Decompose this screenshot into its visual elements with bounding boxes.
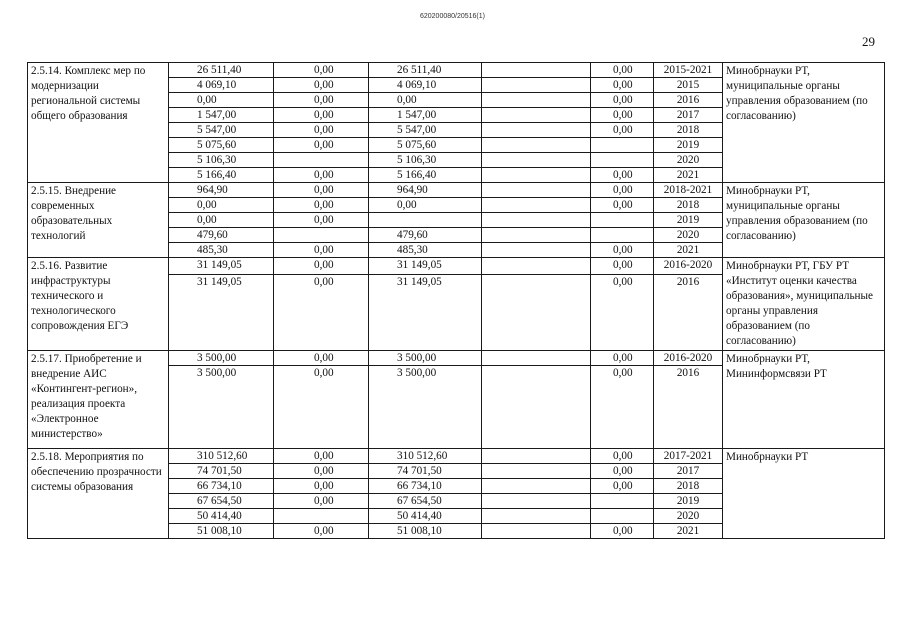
- amount-other: 0,00: [591, 108, 654, 123]
- amount-federal: [274, 228, 369, 243]
- table-row: [28, 63, 885, 78]
- amount-other: [591, 138, 654, 153]
- amount-total: 5 547,00: [169, 123, 274, 138]
- page-number: 29: [862, 34, 875, 49]
- amount-other: 0,00: [591, 183, 654, 198]
- amount-total: 479,60: [169, 228, 274, 243]
- amount-municipal: [482, 366, 591, 449]
- amount-federal: [274, 153, 369, 168]
- amount-other: [591, 228, 654, 243]
- amount-other: 0,00: [591, 93, 654, 108]
- amount-municipal: [482, 63, 591, 78]
- amount-total: 3 500,00: [169, 366, 274, 449]
- period-year: 2018: [654, 123, 723, 138]
- amount-federal: 0,00: [274, 213, 369, 228]
- amount-total: 310 512,60: [169, 449, 274, 464]
- document-id: 620200080/20516(1): [419, 13, 485, 20]
- amount-federal: 0,00: [274, 123, 369, 138]
- table-row: [28, 258, 885, 275]
- amount-regional: 26 511,40: [369, 63, 482, 78]
- amount-other: [591, 213, 654, 228]
- amount-regional: 3 500,00: [369, 351, 482, 366]
- period-year: 2015: [654, 78, 723, 93]
- amount-other: 0,00: [591, 275, 654, 351]
- amount-total: 67 654,50: [169, 494, 274, 509]
- amount-regional: 74 701,50: [369, 464, 482, 479]
- amount-municipal: [482, 494, 591, 509]
- amount-total: 5 075,60: [169, 138, 274, 153]
- amount-federal: 0,00: [274, 464, 369, 479]
- amount-regional: 310 512,60: [369, 449, 482, 464]
- amount-federal: 0,00: [274, 449, 369, 464]
- period-year: 2016: [654, 366, 723, 449]
- period-year: 2020: [654, 153, 723, 168]
- amount-federal: 0,00: [274, 138, 369, 153]
- activity-name: 2.5.18. Мероприятия по обеспечению прозрачности системы образования: [28, 449, 169, 539]
- amount-federal: 0,00: [274, 183, 369, 198]
- amount-regional: 964,90: [369, 183, 482, 198]
- executor: Минобрнауки РТ, Мининформсвязи РТ: [723, 351, 885, 449]
- table-row: [28, 351, 885, 366]
- amount-federal: 0,00: [274, 168, 369, 183]
- amount-other: 0,00: [591, 123, 654, 138]
- amount-municipal: [482, 243, 591, 258]
- amount-total: 51 008,10: [169, 524, 274, 539]
- amount-municipal: [482, 351, 591, 366]
- amount-regional: 31 149,05: [369, 275, 482, 351]
- period-year: 2019: [654, 213, 723, 228]
- amount-regional: [369, 213, 482, 228]
- amount-federal: [274, 509, 369, 524]
- amount-regional: 5 166,40: [369, 168, 482, 183]
- period-year: 2019: [654, 138, 723, 153]
- amount-regional: 31 149,05: [369, 258, 482, 275]
- amount-regional: 0,00: [369, 93, 482, 108]
- amount-other: 0,00: [591, 78, 654, 93]
- amount-other: 0,00: [591, 464, 654, 479]
- amount-other: 0,00: [591, 366, 654, 449]
- amount-federal: 0,00: [274, 63, 369, 78]
- period-year: 2017: [654, 464, 723, 479]
- amount-municipal: [482, 479, 591, 494]
- amount-municipal: [482, 213, 591, 228]
- amount-total: 66 734,10: [169, 479, 274, 494]
- amount-municipal: [482, 108, 591, 123]
- amount-total: 3 500,00: [169, 351, 274, 366]
- amount-regional: 485,30: [369, 243, 482, 258]
- amount-total: 0,00: [169, 213, 274, 228]
- amount-municipal: [482, 464, 591, 479]
- activity-name: 2.5.17. Приобретение и внедрение АИС «Контингент-регион», реализация проекта «Электронное министерство»: [28, 351, 169, 449]
- amount-other: 0,00: [591, 351, 654, 366]
- period-year: 2016-2020: [654, 258, 723, 275]
- table-row: [28, 449, 885, 464]
- amount-total: 31 149,05: [169, 258, 274, 275]
- amount-federal: 0,00: [274, 93, 369, 108]
- amount-total: 31 149,05: [169, 275, 274, 351]
- amount-total: 50 414,40: [169, 509, 274, 524]
- executor: Минобрнауки РТ, муниципальные органы управления образованием (по согласованию): [723, 63, 885, 183]
- period-year: 2019: [654, 494, 723, 509]
- period-year: 2017: [654, 108, 723, 123]
- amount-municipal: [482, 123, 591, 138]
- period-year: 2016: [654, 93, 723, 108]
- amount-total: 1 547,00: [169, 108, 274, 123]
- amount-total: 4 069,10: [169, 78, 274, 93]
- amount-total: 0,00: [169, 93, 274, 108]
- amount-municipal: [482, 153, 591, 168]
- amount-other: 0,00: [591, 63, 654, 78]
- amount-regional: 67 654,50: [369, 494, 482, 509]
- amount-regional: 3 500,00: [369, 366, 482, 449]
- amount-regional: 5 106,30: [369, 153, 482, 168]
- budget-table: [27, 62, 885, 539]
- amount-total: 26 511,40: [169, 63, 274, 78]
- table-row: [28, 183, 885, 198]
- amount-municipal: [482, 138, 591, 153]
- amount-other: 0,00: [591, 479, 654, 494]
- amount-total: 5 166,40: [169, 168, 274, 183]
- period-year: 2017-2021: [654, 449, 723, 464]
- amount-federal: 0,00: [274, 78, 369, 93]
- amount-federal: 0,00: [274, 258, 369, 275]
- amount-regional: 1 547,00: [369, 108, 482, 123]
- amount-municipal: [482, 449, 591, 464]
- amount-municipal: [482, 275, 591, 351]
- period-year: 2016-2020: [654, 351, 723, 366]
- amount-federal: 0,00: [274, 494, 369, 509]
- amount-other: 0,00: [591, 449, 654, 464]
- amount-total: 0,00: [169, 198, 274, 213]
- amount-total: 5 106,30: [169, 153, 274, 168]
- period-year: 2016: [654, 275, 723, 351]
- amount-municipal: [482, 78, 591, 93]
- amount-federal: 0,00: [274, 524, 369, 539]
- amount-regional: 0,00: [369, 198, 482, 213]
- amount-regional: 66 734,10: [369, 479, 482, 494]
- amount-municipal: [482, 524, 591, 539]
- amount-other: 0,00: [591, 524, 654, 539]
- period-year: 2021: [654, 243, 723, 258]
- period-year: 2020: [654, 509, 723, 524]
- amount-municipal: [482, 93, 591, 108]
- amount-regional: 5 547,00: [369, 123, 482, 138]
- executor: Минобрнауки РТ: [723, 449, 885, 539]
- period-year: 2021: [654, 524, 723, 539]
- period-year: 2020: [654, 228, 723, 243]
- period-year: 2021: [654, 168, 723, 183]
- amount-regional: 51 008,10: [369, 524, 482, 539]
- period-year: 2018: [654, 198, 723, 213]
- activity-name: 2.5.16. Развитие инфраструктуры технического и технологического сопровождения ЕГЭ: [28, 258, 169, 351]
- period-year: 2015-2021: [654, 63, 723, 78]
- amount-federal: 0,00: [274, 351, 369, 366]
- amount-municipal: [482, 228, 591, 243]
- amount-federal: 0,00: [274, 198, 369, 213]
- amount-federal: 0,00: [274, 243, 369, 258]
- amount-other: 0,00: [591, 168, 654, 183]
- amount-other: 0,00: [591, 243, 654, 258]
- amount-regional: 5 075,60: [369, 138, 482, 153]
- amount-other: [591, 494, 654, 509]
- amount-federal: 0,00: [274, 366, 369, 449]
- amount-federal: 0,00: [274, 275, 369, 351]
- period-year: 2018: [654, 479, 723, 494]
- amount-other: 0,00: [591, 198, 654, 213]
- amount-regional: 4 069,10: [369, 78, 482, 93]
- period-year: 2018-2021: [654, 183, 723, 198]
- amount-regional: 50 414,40: [369, 509, 482, 524]
- activity-name: 2.5.15. Внедрение современных образовательных технологий: [28, 183, 169, 258]
- amount-regional: 479,60: [369, 228, 482, 243]
- executor: Минобрнауки РТ, ГБУ РТ «Институт оценки качества образования», муниципальные органы управления образованием (по согласованию): [723, 258, 885, 351]
- amount-total: 485,30: [169, 243, 274, 258]
- amount-municipal: [482, 258, 591, 275]
- activity-name: 2.5.14. Комплекс мер по модернизации региональной системы общего образования: [28, 63, 169, 183]
- amount-other: [591, 509, 654, 524]
- amount-total: 964,90: [169, 183, 274, 198]
- amount-municipal: [482, 198, 591, 213]
- amount-federal: 0,00: [274, 108, 369, 123]
- amount-total: 74 701,50: [169, 464, 274, 479]
- amount-municipal: [482, 509, 591, 524]
- amount-municipal: [482, 183, 591, 198]
- amount-other: 0,00: [591, 258, 654, 275]
- amount-other: [591, 153, 654, 168]
- executor: Минобрнауки РТ, муниципальные органы управления образованием (по согласованию): [723, 183, 885, 258]
- amount-federal: 0,00: [274, 479, 369, 494]
- amount-municipal: [482, 168, 591, 183]
